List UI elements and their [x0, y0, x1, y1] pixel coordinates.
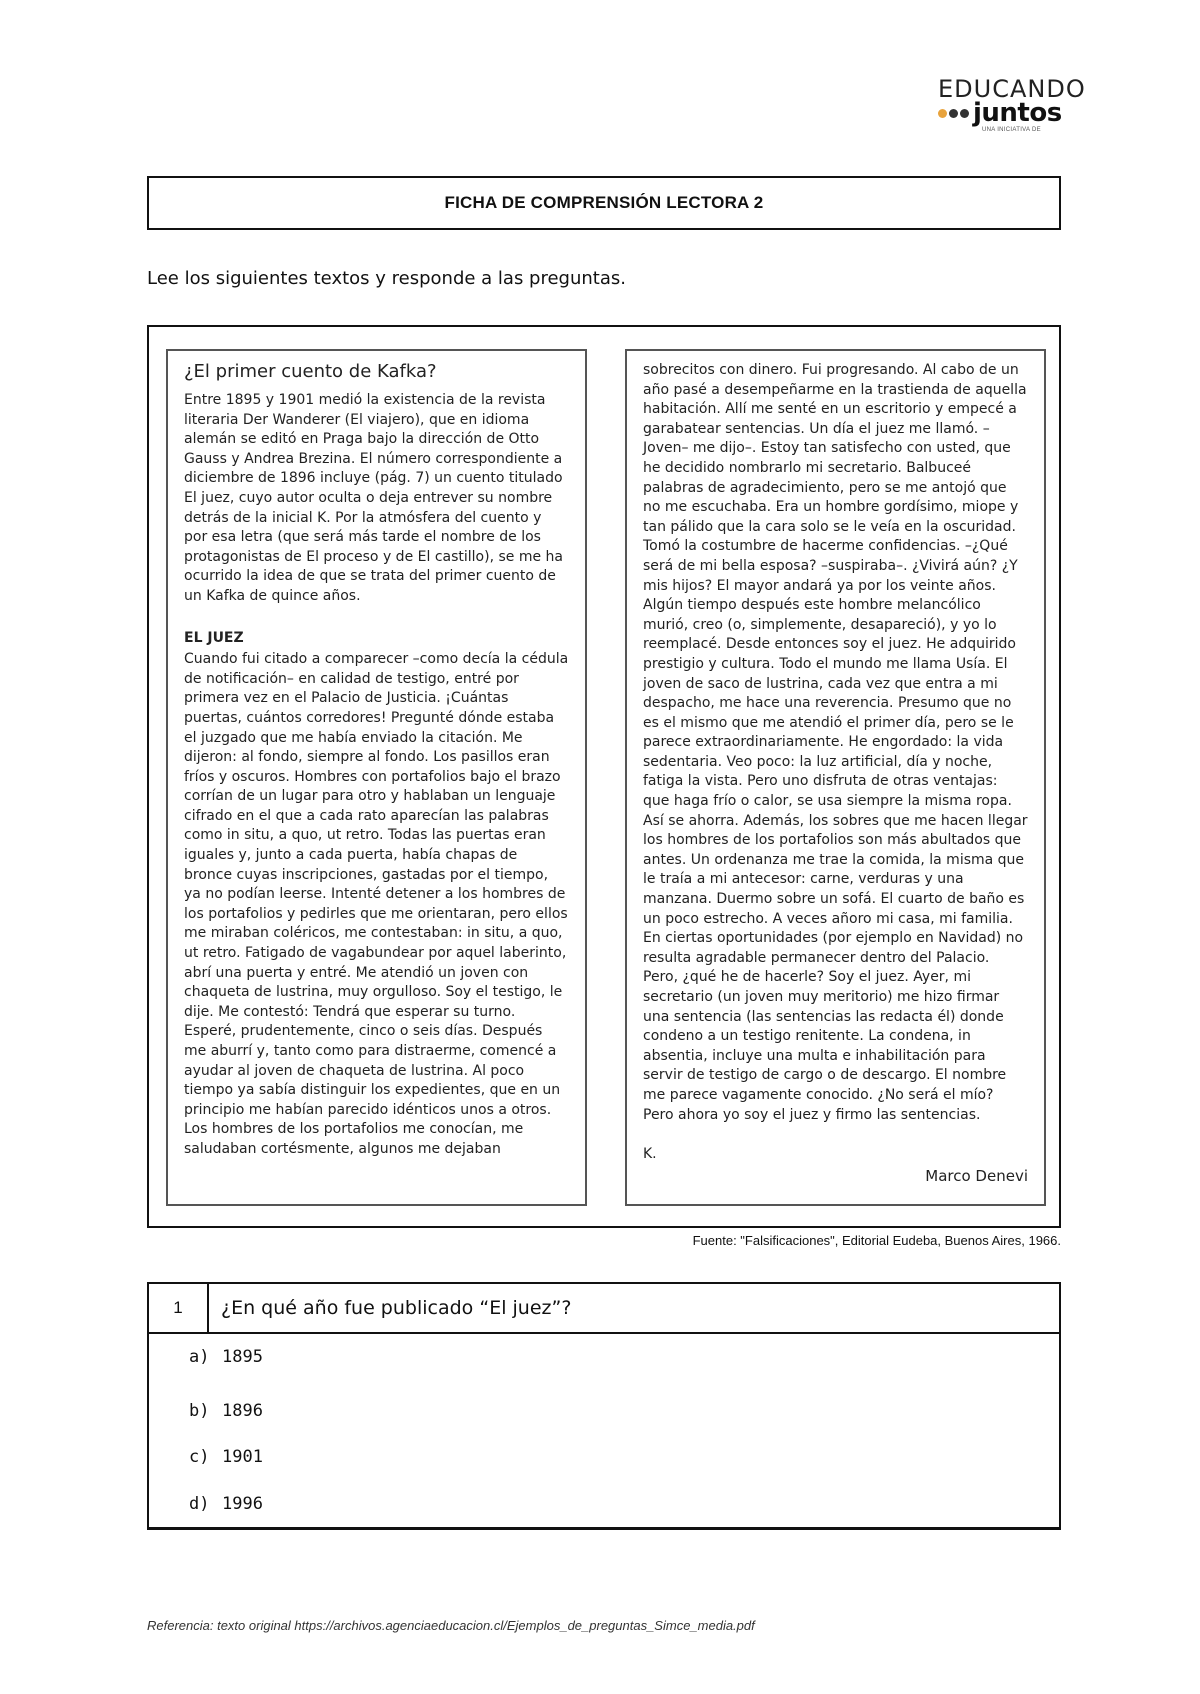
story-author: Marco Denevi — [925, 1166, 1028, 1185]
logo-dots-icon — [938, 109, 969, 118]
answer-option-d[interactable] — [189, 1494, 263, 1514]
story-text-right: sobrecitos con dinero. Fui progresando. Al cabo de un año pasé a desempeñarme en la trastienda de aquella habitación. Allí me senté en un escritorio y empecé a garabatear sentencias. Un día el juez me llamó. –Joven– me dijo–. Estoy tan satisfecho con usted, que he decidido nombrarlo mi secretario. Balbuceé palabras de agradecimiento, pero se me antojó que no me escuchaba. Era un hombre gordísimo, miope y tan pálido que la cara solo se le veía en la oscuridad. Tomó la costumbre de hacerme confidencias. –¿Qué será de mi bella esposa? –suspiraba–. ¿Vivirá aún? ¿Y mis hijos? El mayor andará ya por los veinte años. Algún tiempo después este hombre melancólico murió, creo (o, simplemente, desapareció), y yo lo reemplacé. Desde entonces soy el juez. He adquirido prestigio y cultura. Todo el mundo me llama Usía. El joven de saco de lustrina, cada vez que entra a mi despacho, me hace una reverencia. Presumo que no es el mismo que me atendió el primer día, pero se le parece extraordinariamente. He engordado: la vida sedentaria. Veo poco: la luz artificial, día y noche, fatiga la vista. Pero uno disfruta de otras ventajas: que haga frío o calor, se usa siempre la misma ropa. Así se ahorra. Además, los sobres que me hacen llegar los hombres de los portafolios son más abultados que antes. Un ordenanza me trae la comida, la misma que le traía a mi antecesor: carne, verduras y una manzana. Duermo sobre un sofá. El cuarto de baño es un poco estrecho. A veces añoro mi casa, mi familia. En ciertas oportunidades (por ejemplo en Navidad) no resulta agradable permanecer dentro del Palacio. Pero, ¿qué he de hacerle? Soy el juez. Ayer, mi secretario (un joven muy meritorio) me hizo firmar una sentencia (las sentencias las redacta él) donde condeno a un testigo renitente. La condena, in absentia, incluye una multa e inhabilitación para servir de testigo de cargo o de descargo. El nombre me parece vagamente conocido. ¿No será el mío? Pero ahora yo soy el juez y firmo las sentencias. — [643, 362, 1028, 1123]
intro-heading: ¿El primer cuento de Kafka? — [184, 361, 437, 382]
logo-top-text: EDUCANDO — [938, 75, 1086, 103]
reference-note: Referencia: texto original https://archivos.agenciaeducacion.cl/Ejemplos_de_preguntas_Simce_media.pdf — [147, 1618, 755, 1633]
option-value: 1996 — [222, 1494, 263, 1514]
option-letter: b) — [189, 1401, 210, 1421]
answer-option-a[interactable] — [189, 1347, 263, 1367]
question-text: ¿En qué año fue publicado “El juez”? — [221, 1297, 572, 1319]
intro-paragraph: Entre 1895 y 1901 medió la existencia de la revista literaria Der Wanderer (El viajero), que en idioma alemán se editó en Praga bajo la dirección de Otto Gauss y Andrea Brezina. El número correspondiente a diciembre de 1896 incluye (pág. 7) un cuento titulado El juez, cuyo autor oculta o deja entrever su nombre detrás de la inicial K. Por la atmósfera del cuento y por esa letra (que será más tarde el nombre de los protagonistas de El proceso y de El castillo), se me ha ocurrido la idea de que se trata del primer cuento de un Kafka de quince años. — [184, 392, 563, 604]
logo-dot — [960, 109, 969, 118]
option-letter: d) — [189, 1494, 210, 1514]
educando-juntos-logo — [938, 75, 1086, 136]
logo-tagline: UNA INICIATIVA DE — [982, 127, 1041, 133]
option-value: 1895 — [222, 1347, 263, 1367]
logo-bottom-row — [938, 100, 1068, 126]
option-letter: a) — [189, 1347, 210, 1367]
logo-dot — [949, 109, 958, 118]
option-letter: c) — [189, 1447, 210, 1467]
reading-column-left — [166, 349, 587, 1206]
question-header — [149, 1284, 1059, 1334]
logo-bottom-text: juntos — [973, 98, 1062, 128]
reading-column-right — [625, 349, 1046, 1206]
source-citation: Fuente: "Falsificaciones", Editorial Eudeba, Buenos Aires, 1966. — [692, 1233, 1061, 1248]
question-1-box — [147, 1282, 1061, 1530]
answer-option-b[interactable] — [189, 1401, 263, 1421]
question-number: 1 — [149, 1284, 209, 1332]
logo-dot — [938, 109, 947, 118]
option-value: 1896 — [222, 1401, 263, 1421]
reading-frame — [147, 325, 1061, 1228]
instruction-text: Lee los siguientes textos y responde a las preguntas. — [147, 268, 626, 289]
option-value: 1901 — [222, 1447, 263, 1467]
story-initial: K. — [643, 1146, 657, 1163]
story-title: EL JUEZ — [184, 629, 244, 646]
worksheet-title: FICHA DE COMPRENSIÓN LECTORA 2 — [147, 176, 1061, 230]
answer-option-c[interactable] — [189, 1447, 263, 1467]
story-text-left: Cuando fui citado a comparecer –como decía la cédula de notificación– en calidad de testigo, entré por primera vez en el Palacio de Justicia. ¡Cuántas puertas, cuántos corredores! Pregunté dónde estaba el juzgado que me había enviado la citación. Me dijeron: al fondo, siempre al fondo. Los pasillos eran fríos y oscuros. Hombres con portafolios bajo el brazo corrían de un lugar para otro y hablaban un lenguaje cifrado en el que a cada rato aparecían las palabras como in situ, a quo, ut retro. Todas las puertas eran iguales y, junto a cada puerta, había chapas de bronce cuyas inscripciones, gastadas por el tiempo, ya no podían leerse. Intenté detener a los hombres de los portafolios y pedirles que me orientaran, pero ellos me miraban coléricos, me contestaban: in situ, a quo, ut retro. Fatigado de vagabundear por aquel laberinto, abrí una puerta y entré. Me atendió un joven con chaqueta de lustrina, muy orgulloso. Soy el testigo, le dije. Me contestó: Tendrá que esperar su turno. Esperé, prudentemente, cinco o seis días. Después me aburrí y, tanto como para distraerme, comencé a ayudar al joven de chaqueta de lustrina. Al poco tiempo ya sabía distinguir los expedientes, que en un principio me habían parecido idénticos unos a otros. Los hombres de los portafolios me conocían, me saludaban cortésmente, algunos me dejaban — [184, 651, 569, 1157]
